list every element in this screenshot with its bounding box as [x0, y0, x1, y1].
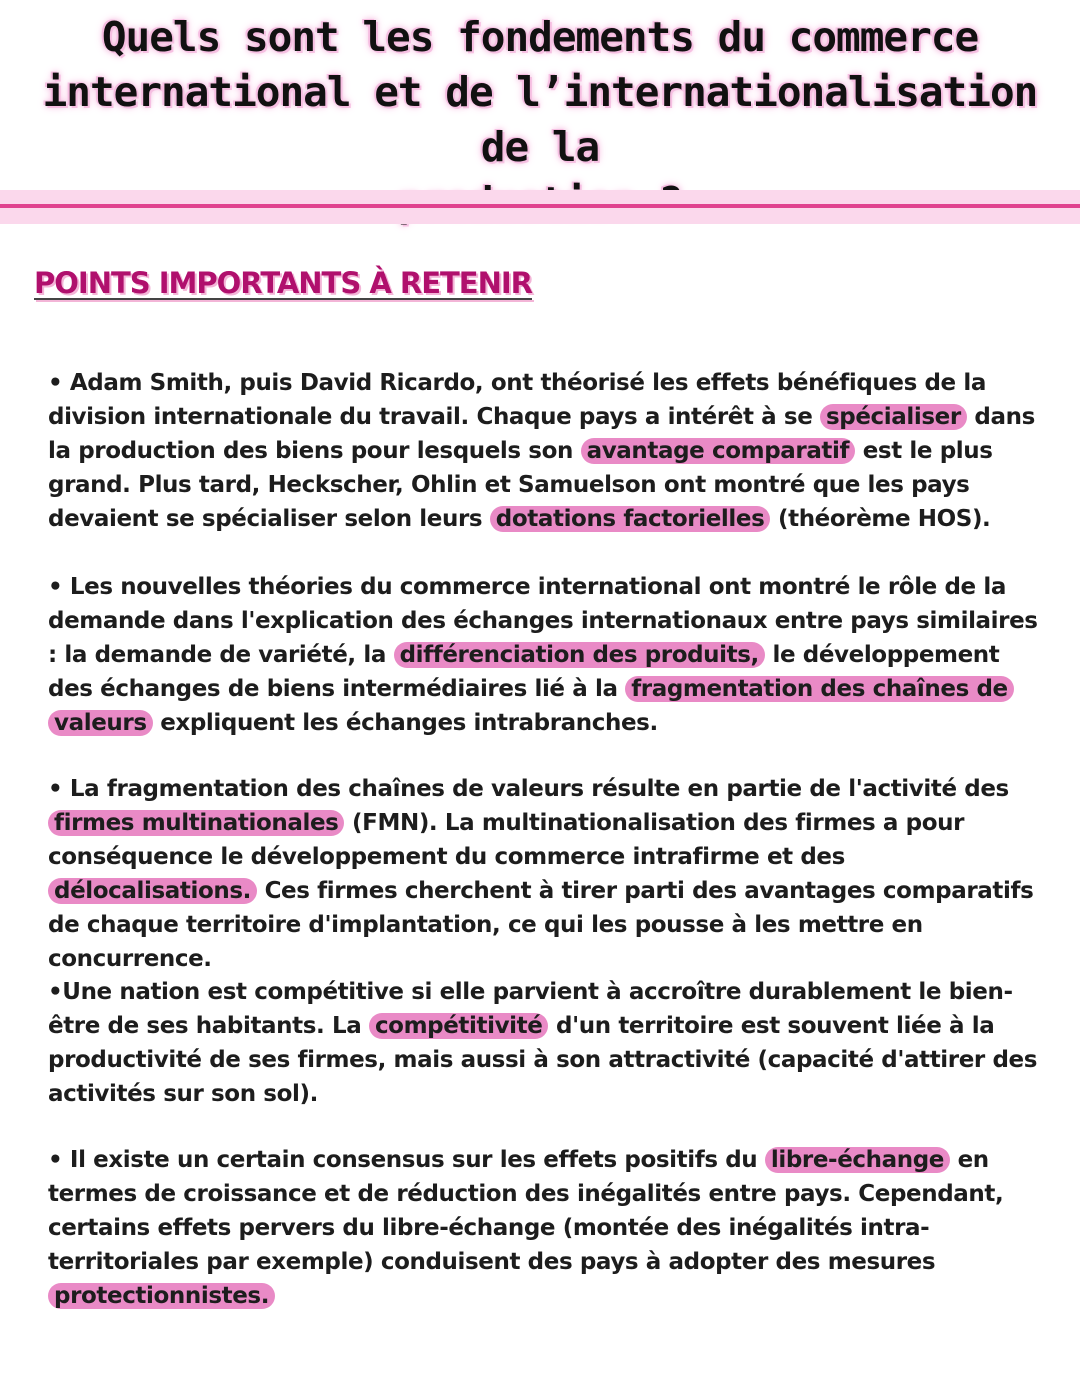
title-line-2: international et de l’internationalisation de la: [42, 68, 1038, 171]
title-line-1: Quels sont les fondements du commerce: [101, 13, 979, 61]
highlight-term: différenciation des produits,: [394, 642, 765, 668]
highlight-term: délocalisations.: [48, 878, 257, 904]
highlight-term: protectionnistes.: [48, 1283, 275, 1309]
highlight-term: firmes multinationales: [48, 810, 344, 836]
highlight-term: fragmentation des chaînes de valeurs: [48, 676, 1014, 736]
section-heading: POINTS IMPORTANTS À RETENIR: [34, 266, 532, 300]
paragraph-competitivite: •Une nation est compétitive si elle parvient à accroître durablement le bien-être de ses habitants. La compétitivité d'un territoire est souvent liée à la productivité de ses firmes, mais aussi à son attractivité (capacité d'attirer des activités sur son sol).: [48, 979, 1038, 1107]
highlight-term: dotations factorielles: [490, 506, 771, 532]
paragraph-nouvelles-theories: • Les nouvelles théories du commerce international ont montré le rôle de la demande dans l'explication des échanges internationaux entre pays similaires : la demande de variété, la différenciation des produits, le développement des échanges de biens intermédiaires lié à la fragmentation des chaînes de valeurs expliquent les échanges intrabranches.: [48, 574, 1038, 736]
highlight-term: compétitivité: [369, 1013, 549, 1039]
paragraph-specialisation: • Adam Smith, puis David Ricardo, ont théorisé les effets bénéfiques de la division internationale du travail. Chaque pays a intérêt à se spécialiser dans la production des biens pour lesquels son avantage comparatif est le plus grand. Plus tard, Heckscher, Ohlin et Samuelson ont montré que les pays devaient se spécialiser selon leurs dotations factorielles (théorème HOS).: [48, 370, 1035, 532]
paragraph-fmn: • La fragmentation des chaînes de valeurs résulte en partie de l'activité des firmes multinationales (FMN). La multinationalisation des firmes a pour conséquence le développement du commerce intrafirme et des délocalisations. Ces firmes cherchent à tirer parti des avantages comparatifs de chaque territoire d'implantation, ce qui les pousse à les mettre en concurrence.: [48, 776, 1034, 972]
paragraph-libre-echange: • Il existe un certain consensus sur les effets positifs du libre-échange en termes de croissance et de réduction des inégalités entre pays. Cependant, certains effets pervers du libre-échange (montée des inégalités intra-territoriales par exemple) conduisent des pays à adopter des mesures protectionnistes.: [48, 1147, 1004, 1309]
title-divider-line: [0, 204, 1080, 208]
highlight-term: avantage comparatif: [581, 438, 856, 464]
highlight-term: spécialiser: [820, 404, 967, 430]
highlight-term: libre-échange: [765, 1147, 950, 1173]
